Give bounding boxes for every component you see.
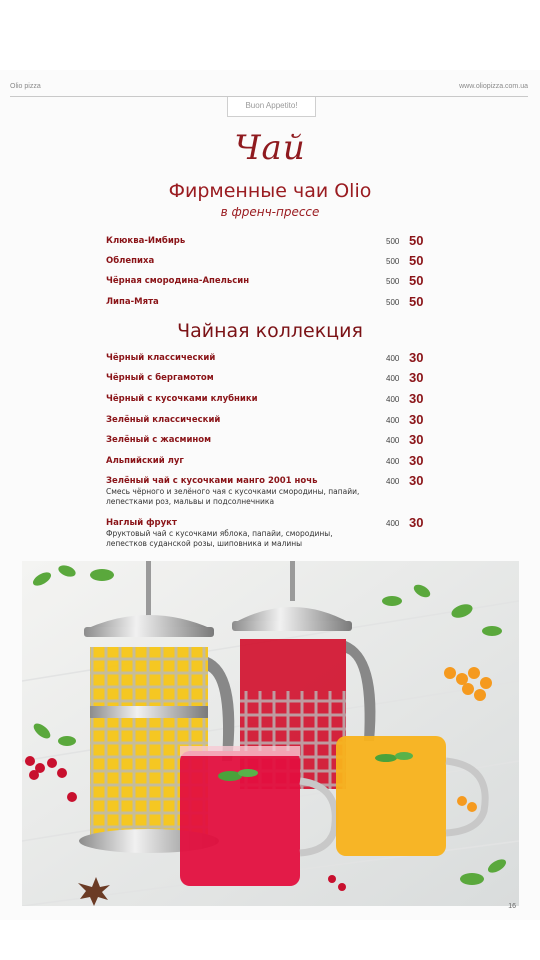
item-name: Облепиха xyxy=(106,256,155,266)
item-description: Фруктовый чай с кусочками яблока, папайи, смородины, лепестков суданской розы, шиповника и малины xyxy=(106,529,333,548)
item-name: Альпийский луг xyxy=(106,456,184,466)
menu-item xyxy=(106,473,426,516)
page-header xyxy=(10,83,528,97)
menu-item xyxy=(106,370,426,389)
item-price: 50 xyxy=(409,253,424,268)
item-volume: 500 xyxy=(386,237,400,246)
item-price: 30 xyxy=(409,515,424,530)
item-name: Клюква-Имбирь xyxy=(106,236,186,246)
item-price: 50 xyxy=(409,273,424,288)
item-volume: 400 xyxy=(386,416,400,425)
page-number: 16 xyxy=(508,903,516,910)
menu-item xyxy=(106,453,426,472)
menu-item xyxy=(106,412,426,431)
menu-item xyxy=(106,350,426,369)
item-price: 30 xyxy=(409,350,424,365)
menu-item xyxy=(106,233,426,252)
item-price: 30 xyxy=(409,391,424,406)
item-volume: 500 xyxy=(386,298,400,307)
signature-heading: Фирменные чаи Olio xyxy=(168,180,372,202)
item-price: 30 xyxy=(409,370,424,385)
item-volume: 400 xyxy=(386,354,400,363)
menu-item xyxy=(106,294,426,313)
collection-heading: Чайная коллекция xyxy=(177,320,363,342)
item-name: Зелёный с жасмином xyxy=(106,435,212,445)
item-name: Чёрный с кусочками клубники xyxy=(106,394,258,404)
item-name: Чёрная смородина-Апельсин xyxy=(106,276,250,286)
item-volume: 500 xyxy=(386,257,400,266)
brand-label: Olio pizza xyxy=(10,83,41,90)
item-volume: 400 xyxy=(386,436,400,445)
signature-subheading: в френч-прессе xyxy=(220,205,320,219)
item-price: 30 xyxy=(409,473,424,488)
header-tab: Buon Appetito! xyxy=(227,97,316,117)
menu-item xyxy=(106,273,426,292)
item-name: Чёрный классический xyxy=(106,353,216,363)
item-volume: 400 xyxy=(386,374,400,383)
item-name: Липа-Мята xyxy=(106,297,159,307)
item-volume: 400 xyxy=(386,395,400,404)
menu-item xyxy=(106,432,426,451)
menu-item xyxy=(106,391,426,410)
item-volume: 400 xyxy=(386,457,400,466)
item-price: 50 xyxy=(409,233,424,248)
item-name: Зелёный чай с кусочками манго 2001 ночь xyxy=(106,476,318,486)
section-title: Чай xyxy=(234,128,306,168)
item-price: 50 xyxy=(409,294,424,309)
item-volume: 500 xyxy=(386,277,400,286)
site-url: www.oliopizza.com.ua xyxy=(459,83,528,90)
menu-item xyxy=(106,515,426,550)
item-name: Зелёный классический xyxy=(106,415,221,425)
item-description: Смесь чёрного и зелёного чая с кусочками смородины, папайи, лепестками роз, мальвы и подсолнечника xyxy=(106,487,360,506)
item-price: 30 xyxy=(409,412,424,427)
item-volume: 400 xyxy=(386,477,400,486)
item-name: Чёрный с бергамотом xyxy=(106,373,214,383)
item-name: Наглый фрукт xyxy=(106,518,177,528)
item-price: 30 xyxy=(409,432,424,447)
tea-photo xyxy=(22,561,519,906)
menu-item xyxy=(106,253,426,272)
item-price: 30 xyxy=(409,453,424,468)
item-volume: 400 xyxy=(386,519,400,528)
